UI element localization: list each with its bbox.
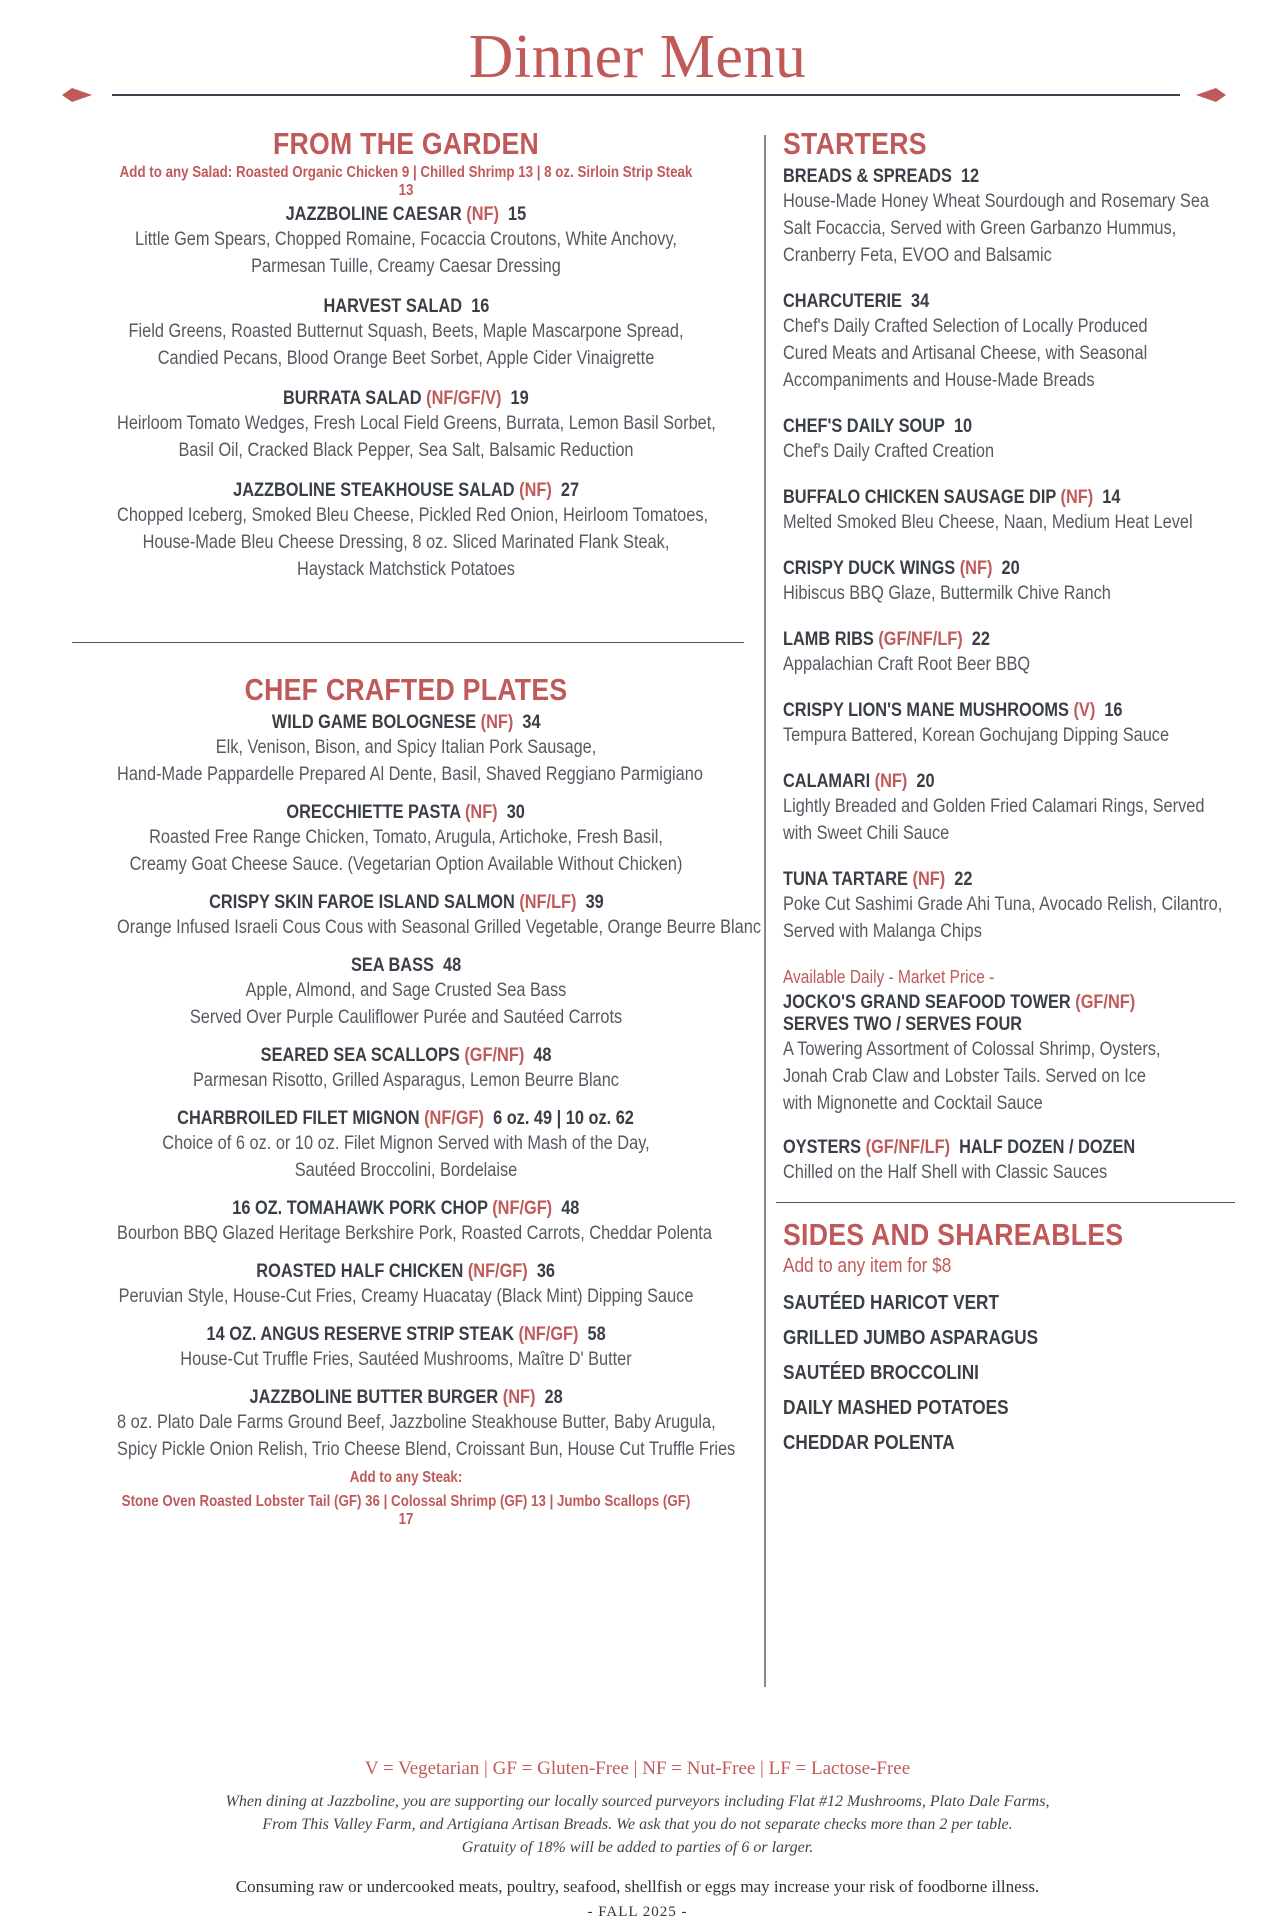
menu-item-price: 22	[971, 629, 990, 650]
menu-item-name: WILD GAME BOLOGNESE (NF) 34	[271, 712, 541, 733]
menu-item-name: CHARCUTERIE 34	[783, 291, 930, 312]
menu-item	[70, 388, 742, 464]
diet-tag: (NF)	[959, 558, 993, 579]
menu-item-name: CALAMARI (NF) 20	[783, 771, 935, 792]
menu-item-name: JAZZBOLINE BUTTER BURGER (NF) 28	[249, 1387, 563, 1408]
side-item: GRILLED JUMBO ASPARAGUS	[783, 1327, 1039, 1349]
starters-items	[783, 166, 1243, 945]
menu-item-description: Orange Infused Israeli Cous Cous with Seasonal Grilled Vegetable, Orange Beurre Blanc	[117, 917, 762, 938]
menu-item	[70, 955, 742, 1031]
menu-item	[783, 629, 1243, 678]
menu-item	[783, 771, 1243, 847]
starters-section	[783, 126, 1243, 1455]
menu-item-name: BREADS & SPREADS 12	[783, 166, 980, 187]
menu-item-name: BUFFALO CHICKEN SAUSAGE DIP (NF) 14	[783, 487, 1121, 508]
menu-item-price: 28	[544, 1387, 563, 1408]
diet-tag: (NF/LF)	[518, 892, 577, 913]
plates-section	[70, 672, 762, 1529]
menu-item-name: CRISPY DUCK WINGS (NF) 20	[783, 558, 1020, 579]
menu-item-description: Spicy Pickle Onion Relish, Trio Cheese Blend, Croissant Bun, House Cut Truffle Fries	[117, 1439, 736, 1460]
menu-item-description: Candied Pecans, Blood Orange Beet Sorbet, Apple Cider Vinaigrette	[157, 348, 655, 369]
diet-tag: (NF)	[1060, 487, 1094, 508]
diet-tag: (NF)	[874, 771, 908, 792]
menu-item-price: 20	[1001, 558, 1020, 579]
menu-item-price: 22	[954, 869, 973, 890]
menu-item-name: CHARBROILED FILET MIGNON (NF/GF) 6 oz. 49 | 10 oz. 62	[177, 1108, 635, 1129]
menu-item-name: SEARED SEA SCALLOPS (GF/NF) 48	[260, 1045, 552, 1066]
menu-item-description: Hibiscus BBQ Glaze, Buttermilk Chive Ranch	[783, 583, 1111, 604]
oysters-description: Chilled on the Half Shell with Classic Sauces	[783, 1162, 1108, 1183]
plates-items	[70, 712, 762, 1463]
menu-item-price: 58	[587, 1324, 606, 1345]
menu-item-price: 16	[470, 296, 489, 317]
purveyor-note: When dining at Jazzboline, you are supporting our locally sourced purveyors including Flat #12 Mushrooms, Plato Dale Farms, From This Valley Farm, and Artigiana Artisan Breads. We ask that you do not separate checks more than 2 per table. Gratuity of 18% will be added to parties of 6 or larger.	[225, 1793, 1050, 1856]
column-divider	[764, 135, 766, 1687]
tower-description	[783, 1036, 1243, 1117]
menu-item-description: House-Cut Truffle Fries, Sautéed Mushrooms, Maître D' Butter	[180, 1349, 632, 1370]
tower-note: Available Daily - Market Price -	[783, 967, 995, 987]
menu-item-description: Elk, Venison, Bison, and Spicy Italian Pork Sausage,	[215, 737, 597, 758]
menu-item-description: Sautéed Broccolini, Bordelaise	[294, 1160, 518, 1181]
foodborne-warning: Consuming raw or undercooked meats, poultry, seafood, shellfish or eggs may increase your risk of foodborne illness.	[235, 1877, 1040, 1896]
menu-item-description: Lightly Breaded and Golden Fried Calamari Rings, Served	[783, 796, 1205, 817]
menu-item-name: CRISPY LION'S MANE MUSHROOMS (V) 16	[783, 700, 1123, 721]
seafood-tower	[783, 967, 1243, 1117]
menu-item-price: 6 oz. 49 | 10 oz. 62	[493, 1108, 635, 1129]
menu-item-name: HARVEST SALAD 16	[323, 296, 489, 317]
menu-item-description: House-Made Honey Wheat Sourdough and Rosemary Sea	[783, 191, 1209, 212]
menu-item-description: Parmesan Risotto, Grilled Asparagus, Lemon Beurre Blanc	[193, 1070, 619, 1091]
menu-item-name: SEA BASS 48	[350, 955, 462, 976]
diet-tag: (GF/NF/LF)	[878, 629, 963, 650]
menu-item	[70, 480, 742, 583]
menu-item-price: 36	[537, 1261, 556, 1282]
menu-item-description: Bourbon BBQ Glazed Heritage Berkshire Pork, Roasted Carrots, Cheddar Polenta	[117, 1223, 712, 1244]
menu-item-description: 8 oz. Plato Dale Farms Ground Beef, Jazzboline Steakhouse Butter, Baby Arugula,	[117, 1412, 716, 1433]
menu-item	[783, 487, 1243, 536]
salad-addon: Add to any Salad: Roasted Organic Chicken 9 | Chilled Shrimp 13 | 8 oz. Sirloin Strip Steak 13	[119, 164, 693, 199]
menu-item-price: 16	[1104, 700, 1123, 721]
menu-item-price: 48	[561, 1198, 580, 1219]
oysters-name: OYSTERS (GF/NF/LF) HALF DOZEN / DOZEN	[783, 1137, 1136, 1158]
menu-item-name: BURRATA SALAD (NF/GF/V) 19	[283, 388, 529, 409]
steak-addon: Stone Oven Roasted Lobster Tail (GF) 36 | Colossal Shrimp (GF) 13 | Jumbo Scallops (GF) 17	[121, 1493, 691, 1528]
side-item: CHEDDAR POLENTA	[783, 1432, 955, 1454]
menu-item-name: ROASTED HALF CHICKEN (NF/GF) 36	[256, 1261, 556, 1282]
menu-item-name: 16 OZ. TOMAHAWK PORK CHOP (NF/GF) 48	[232, 1198, 580, 1219]
menu-item	[70, 1198, 742, 1247]
menu-item	[783, 416, 1243, 465]
side-item: DAILY MASHED POTATOES	[783, 1397, 1009, 1419]
menu-item-price: 19	[510, 388, 529, 409]
menu-item-description: Haystack Matchstick Potatoes	[297, 559, 515, 580]
sides-divider	[776, 1202, 1235, 1203]
menu-item-description: Chef's Daily Crafted Creation	[783, 441, 995, 462]
garden-items	[70, 204, 742, 583]
menu-item-description: Accompaniments and House-Made Breads	[783, 370, 1095, 391]
menu-item-price: 48	[442, 955, 462, 976]
menu-item-description: Roasted Free Range Chicken, Tomato, Arugula, Artichoke, Fresh Basil,	[149, 827, 663, 848]
menu-item-name: LAMB RIBS (GF/NF/LF) 22	[783, 629, 990, 650]
sides-items	[783, 1292, 1243, 1455]
menu-item-description: Chef's Daily Crafted Selection of Locally Produced	[783, 316, 1148, 337]
diet-tag: (NF/GF)	[492, 1198, 553, 1219]
right-diamond-ornament	[1196, 88, 1226, 102]
menu-title: Dinner Menu	[468, 23, 807, 91]
tower-description-line: Jonah Crab Claw and Lobster Tails. Served on Ice	[783, 1066, 1147, 1087]
menu-item-description: with Sweet Chili Sauce	[783, 823, 950, 844]
menu-item-description: House-Made Bleu Cheese Dressing, 8 oz. Sliced Marinated Flank Steak,	[142, 532, 670, 553]
menu-item-name: CHEF'S DAILY SOUP 10	[783, 416, 973, 437]
section-divider	[72, 642, 744, 643]
menu-item-description: Cranberry Feta, EVOO and Balsamic	[783, 245, 1052, 266]
starters-title: STARTERS	[783, 126, 927, 161]
menu-item	[70, 1045, 742, 1094]
tower-description-line: A Towering Assortment of Colossal Shrimp, Oysters,	[783, 1039, 1161, 1060]
menu-item-description: Served Over Purple Cauliflower Purée and Sautéed Carrots	[189, 1007, 623, 1028]
oysters-item	[783, 1137, 1243, 1186]
menu-item	[70, 802, 742, 878]
menu-item-description: Salt Focaccia, Served with Green Garbanzo Hummus,	[783, 218, 1177, 239]
diet-tag: (NF/GF)	[518, 1324, 579, 1345]
left-diamond-ornament	[62, 88, 92, 102]
tower-description-line: with Mignonette and Cocktail Sauce	[783, 1093, 1043, 1114]
diet-tag: (V)	[1073, 700, 1096, 721]
menu-item-description: Field Greens, Roasted Butternut Squash, Beets, Maple Mascarpone Spread,	[128, 321, 684, 342]
menu-item-name: TUNA TARTARE (NF) 22	[783, 869, 973, 890]
diet-tag: (NF)	[466, 204, 500, 225]
menu-item-description: Basil Oil, Cracked Black Pepper, Sea Salt, Balsamic Reduction	[178, 440, 634, 461]
menu-item-description: Choice of 6 oz. or 10 oz. Filet Mignon Served with Mash of the Day,	[162, 1133, 650, 1154]
dietary-legend: V = Vegetarian | GF = Gluten-Free | NF = Nut-Free | LF = Lactose-Free	[364, 1758, 911, 1779]
menu-item-name: JAZZBOLINE STEAKHOUSE SALAD (NF) 27	[233, 480, 579, 501]
sides-subtitle: Add to any item for $8	[783, 1255, 952, 1277]
menu-item	[70, 1108, 742, 1184]
menu-item-price: 30	[507, 802, 526, 823]
side-item: SAUTÉED BROCCOLINI	[783, 1362, 979, 1384]
menu-item	[70, 1387, 742, 1463]
steak-addon-label: Add to any Steak:	[349, 1469, 463, 1486]
menu-item	[70, 296, 742, 372]
title-rule	[112, 94, 1180, 96]
menu-item-description: Creamy Goat Cheese Sauce. (Vegetarian Option Available Without Chicken)	[129, 854, 683, 875]
side-item: SAUTÉED HARICOT VERT	[783, 1292, 999, 1314]
menu-item-description: Peruvian Style, House-Cut Fries, Creamy Huacatay (Black Mint) Dipping Sauce	[118, 1286, 694, 1307]
diet-tag: (NF/GF/V)	[426, 388, 502, 409]
diet-tag: (NF)	[480, 712, 514, 733]
menu-item-price: 34	[522, 712, 541, 733]
menu-item-description: Cured Meats and Artisanal Cheese, with Seasonal	[783, 343, 1148, 364]
menu-item	[783, 869, 1243, 945]
plates-title: CHEF CRAFTED PLATES	[244, 672, 568, 707]
menu-item-price: 39	[585, 892, 604, 913]
menu-item	[783, 700, 1243, 749]
diet-tag: (NF)	[502, 1387, 536, 1408]
menu-item-price: 48	[533, 1045, 552, 1066]
diet-tag: (NF)	[519, 480, 552, 501]
tower-serves: SERVES TWO / SERVES FOUR	[783, 1014, 1023, 1035]
menu-item-description: Poke Cut Sashimi Grade Ahi Tuna, Avocado Relish, Cilantro,	[783, 894, 1223, 915]
menu-item-name: 14 OZ. ANGUS RESERVE STRIP STEAK (NF/GF) 58	[206, 1324, 606, 1345]
menu-item-description: Chopped Iceberg, Smoked Bleu Cheese, Pickled Red Onion, Heirloom Tomatoes,	[117, 505, 709, 526]
menu-item-description: Melted Smoked Bleu Cheese, Naan, Medium Heat Level	[783, 512, 1193, 533]
menu-item	[783, 558, 1243, 607]
menu-item	[783, 291, 1243, 394]
menu-item	[70, 892, 762, 941]
season-label: - FALL 2025 -	[587, 1904, 688, 1920]
garden-section	[70, 126, 742, 583]
menu-item-description: Hand-Made Pappardelle Prepared Al Dente, Basil, Shaved Reggiano Parmigiano	[117, 764, 703, 785]
menu-item-price: 27	[560, 480, 579, 501]
menu-item-description: Tempura Battered, Korean Gochujang Dipping Sauce	[783, 725, 1170, 746]
menu-item-description: Heirloom Tomato Wedges, Fresh Local Field Greens, Burrata, Lemon Basil Sorbet,	[117, 413, 716, 434]
menu-item	[70, 712, 742, 788]
menu-item-description: Parmesan Tuille, Creamy Caesar Dressing	[251, 256, 561, 277]
menu-item	[70, 1324, 742, 1373]
menu-item-description: Appalachian Craft Root Beer BBQ	[783, 654, 1031, 675]
menu-item-price: 12	[960, 166, 980, 187]
menu-item-price: 15	[508, 204, 527, 225]
menu-item-name: CRISPY SKIN FAROE ISLAND SALMON (NF/LF) 39	[208, 892, 604, 913]
diet-tag: (NF/GF)	[424, 1108, 485, 1129]
garden-title: FROM THE GARDEN	[272, 126, 540, 161]
diet-tag: (GF/NF)	[464, 1045, 525, 1066]
menu-item	[70, 204, 742, 280]
menu-item-name: JAZZBOLINE CAESAR (NF) 15	[285, 204, 527, 225]
sides-title: SIDES AND SHAREABLES	[783, 1217, 1124, 1252]
tower-name: JOCKO'S GRAND SEAFOOD TOWER (GF/NF)	[783, 992, 1136, 1013]
menu-item-description: Little Gem Spears, Chopped Romaine, Focaccia Croutons, White Anchovy,	[135, 229, 677, 250]
diet-tag: (NF)	[465, 802, 498, 823]
menu-item-price: 14	[1102, 487, 1121, 508]
menu-item	[783, 166, 1243, 269]
menu-item-price: 34	[911, 291, 930, 312]
diet-tag: (NF)	[912, 869, 946, 890]
sides-section	[783, 1217, 1243, 1455]
menu-item-description: Apple, Almond, and Sage Crusted Sea Bass	[245, 980, 567, 1001]
menu-item-price: 10	[953, 416, 973, 437]
menu-item-price: 20	[916, 771, 935, 792]
diet-tag: (NF/GF)	[468, 1261, 529, 1282]
menu-item-description: Served with Malanga Chips	[783, 921, 982, 942]
menu-item-name: ORECCHIETTE PASTA (NF) 30	[286, 802, 526, 823]
menu-item	[70, 1261, 742, 1310]
